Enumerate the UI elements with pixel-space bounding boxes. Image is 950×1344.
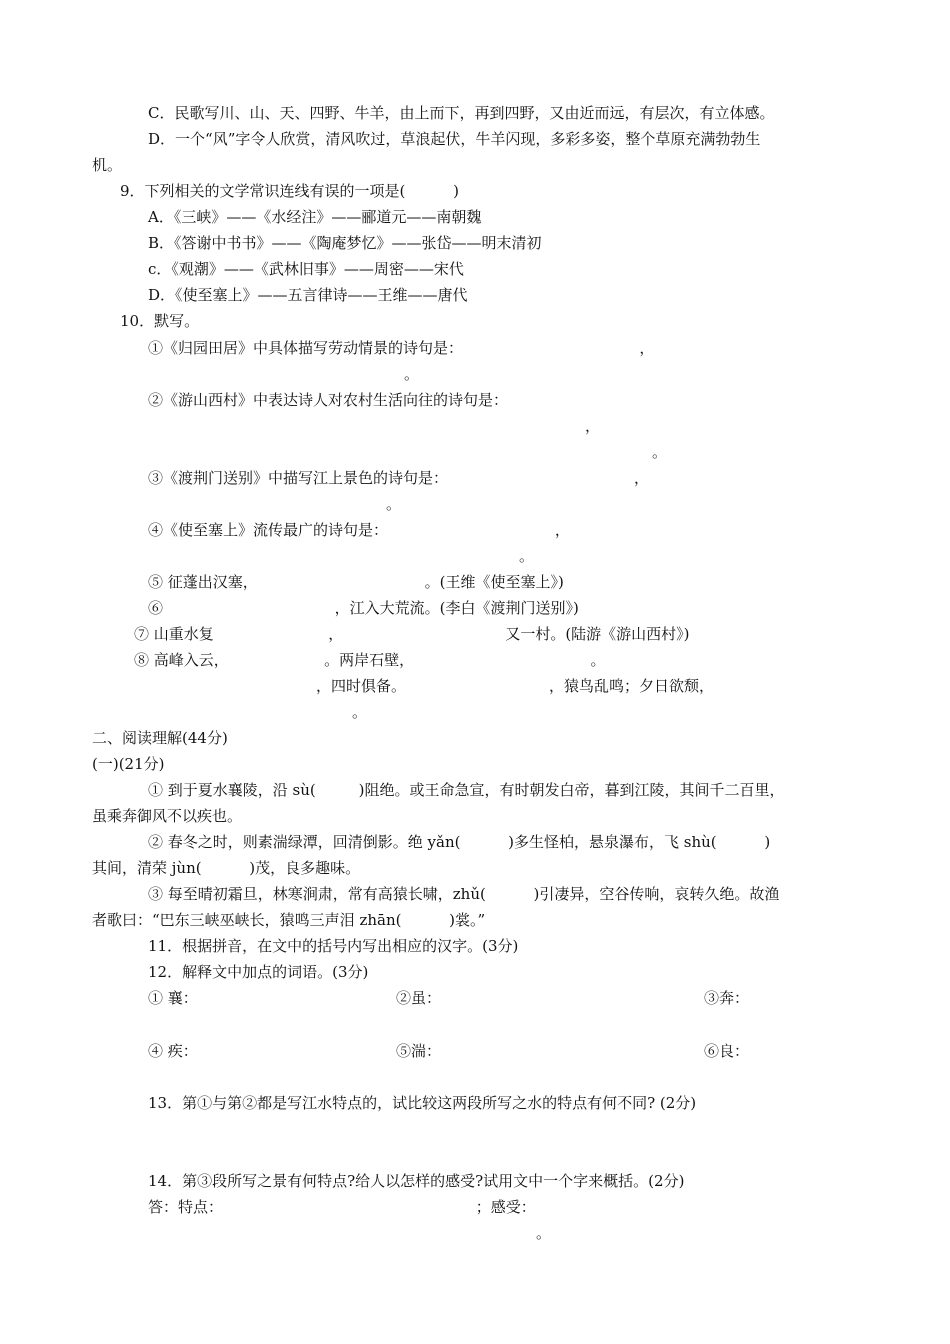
dictation-4: ④《使至塞上》流传最广的诗句是： ，	[148, 521, 570, 539]
question-9-option-d: D．《使至塞上》——五言律诗——王维——唐代	[148, 286, 468, 304]
q12-item-1: ① 襄：	[148, 989, 198, 1007]
dictation-1: ①《归园田居》中具体描写劳动情景的诗句是： ，	[148, 339, 655, 357]
dictation-2: ②《游山西村》中表达诗人对农村生活向往的诗句是：	[148, 391, 509, 409]
question-11: 11．根据拼音，在文中的括号内写出相应的汉字。(3分)	[148, 937, 519, 955]
dictation-8: ⑧ 高峰入云， 。两岸石壁， 。	[134, 651, 606, 669]
question-12: 12．解释文中加点的词语。(3分)	[148, 963, 369, 981]
q12-item-6: ⑥良：	[704, 1042, 750, 1060]
question-9-option-b: B．《答谢中书书》——《陶庵梦忆》——张岱——明末清初	[148, 234, 542, 252]
q14-answer-line: 答：特点： ；感受：	[148, 1198, 536, 1216]
passage-para-3-cont: 者歌曰：“巴东三峡巫峡长，猿鸣三声泪 zhān( )裳。”	[92, 911, 486, 929]
question-13: 13．第①与第②都是写江水特点的，试比较这两段所写之水的特点有何不同? (2分)	[148, 1094, 697, 1112]
dictation-1-end: 。	[404, 365, 420, 383]
q12-item-3: ③奔：	[704, 989, 750, 1007]
question-9-stem: 9．下列相关的文学常识连线有误的一项是( )	[120, 182, 459, 200]
dictation-2-comma: ，	[585, 417, 601, 435]
q12-item-2: ②虽：	[396, 989, 442, 1007]
passage-para-1: ① 到于夏水襄陵，沿 sù( )阻绝。或王命急宣，有时朝发白帝，暮到江陵，其间千二百里，	[148, 781, 785, 799]
dictation-4-end: 。	[519, 547, 535, 565]
option-c-text: C．民歌写川、山、天、四野、牛羊，由上而下，再到四野，又由近而远，有层次，有立体感。	[148, 104, 775, 122]
section-2-heading: 二、阅读理解(44分)	[92, 729, 228, 747]
question-14: 14．第③段所写之景有何特点?给人以怎样的感受?试用文中一个字来概括。(2分)	[148, 1172, 685, 1190]
passage-para-2-cont: 其间，清荣 jùn( )茂，良多趣味。	[92, 859, 361, 877]
passage-para-2: ② 春冬之时，则素湍绿潭，回清倒影。绝 yǎn( )多生怪柏，悬泉瀑布，飞 shù( )	[148, 833, 771, 851]
subsection-1-heading: (一)(21分)	[92, 755, 165, 773]
passage-para-1-cont: 虽乘奔御风不以疾也。	[92, 807, 243, 825]
option-d-text: D．一个“风”字令人欣赏，清风吹过，草浪起伏，牛羊闪现，多彩多姿，整个草原充满勃勃生	[148, 130, 761, 148]
dictation-3-end: 。	[386, 495, 402, 513]
dictation-8-end: 。	[352, 703, 368, 721]
dictation-7: ⑦ 山重水复 ， 又一村。(陆游《游山西村》)	[134, 625, 690, 643]
question-9-option-c: c．《观潮》——《武林旧事》——周密——宋代	[148, 260, 464, 278]
option-d-continuation: 机。	[92, 156, 123, 174]
dictation-3: ③《渡荆门送别》中描写江上景色的诗句是： ，	[148, 469, 649, 487]
dictation-6: ⑥ ，江入大荒流。(李白《渡荆门送别》)	[148, 599, 579, 617]
dictation-2-end: 。	[652, 443, 668, 461]
question-9-option-a: A．《三峡》——《水经注》——郦道元——南朝魏	[148, 208, 482, 226]
passage-para-3: ③ 每至晴初霜旦，林寒涧肃，常有高猿长啸，zhǔ( )引凄异，空谷传响，哀转久绝。故渔	[148, 885, 780, 903]
dictation-8-cont: ，四时俱备。 ，猿鸟乱鸣；夕日欲颓，	[316, 677, 715, 695]
question-10-stem: 10．默写。	[120, 312, 200, 330]
q14-answer-end: 。	[536, 1224, 552, 1242]
q12-item-4: ④ 疾：	[148, 1042, 198, 1060]
dictation-5: ⑤ 征蓬出汉塞， 。(王维《使至塞上》)	[148, 573, 564, 591]
q12-item-5: ⑤湍：	[396, 1042, 442, 1060]
